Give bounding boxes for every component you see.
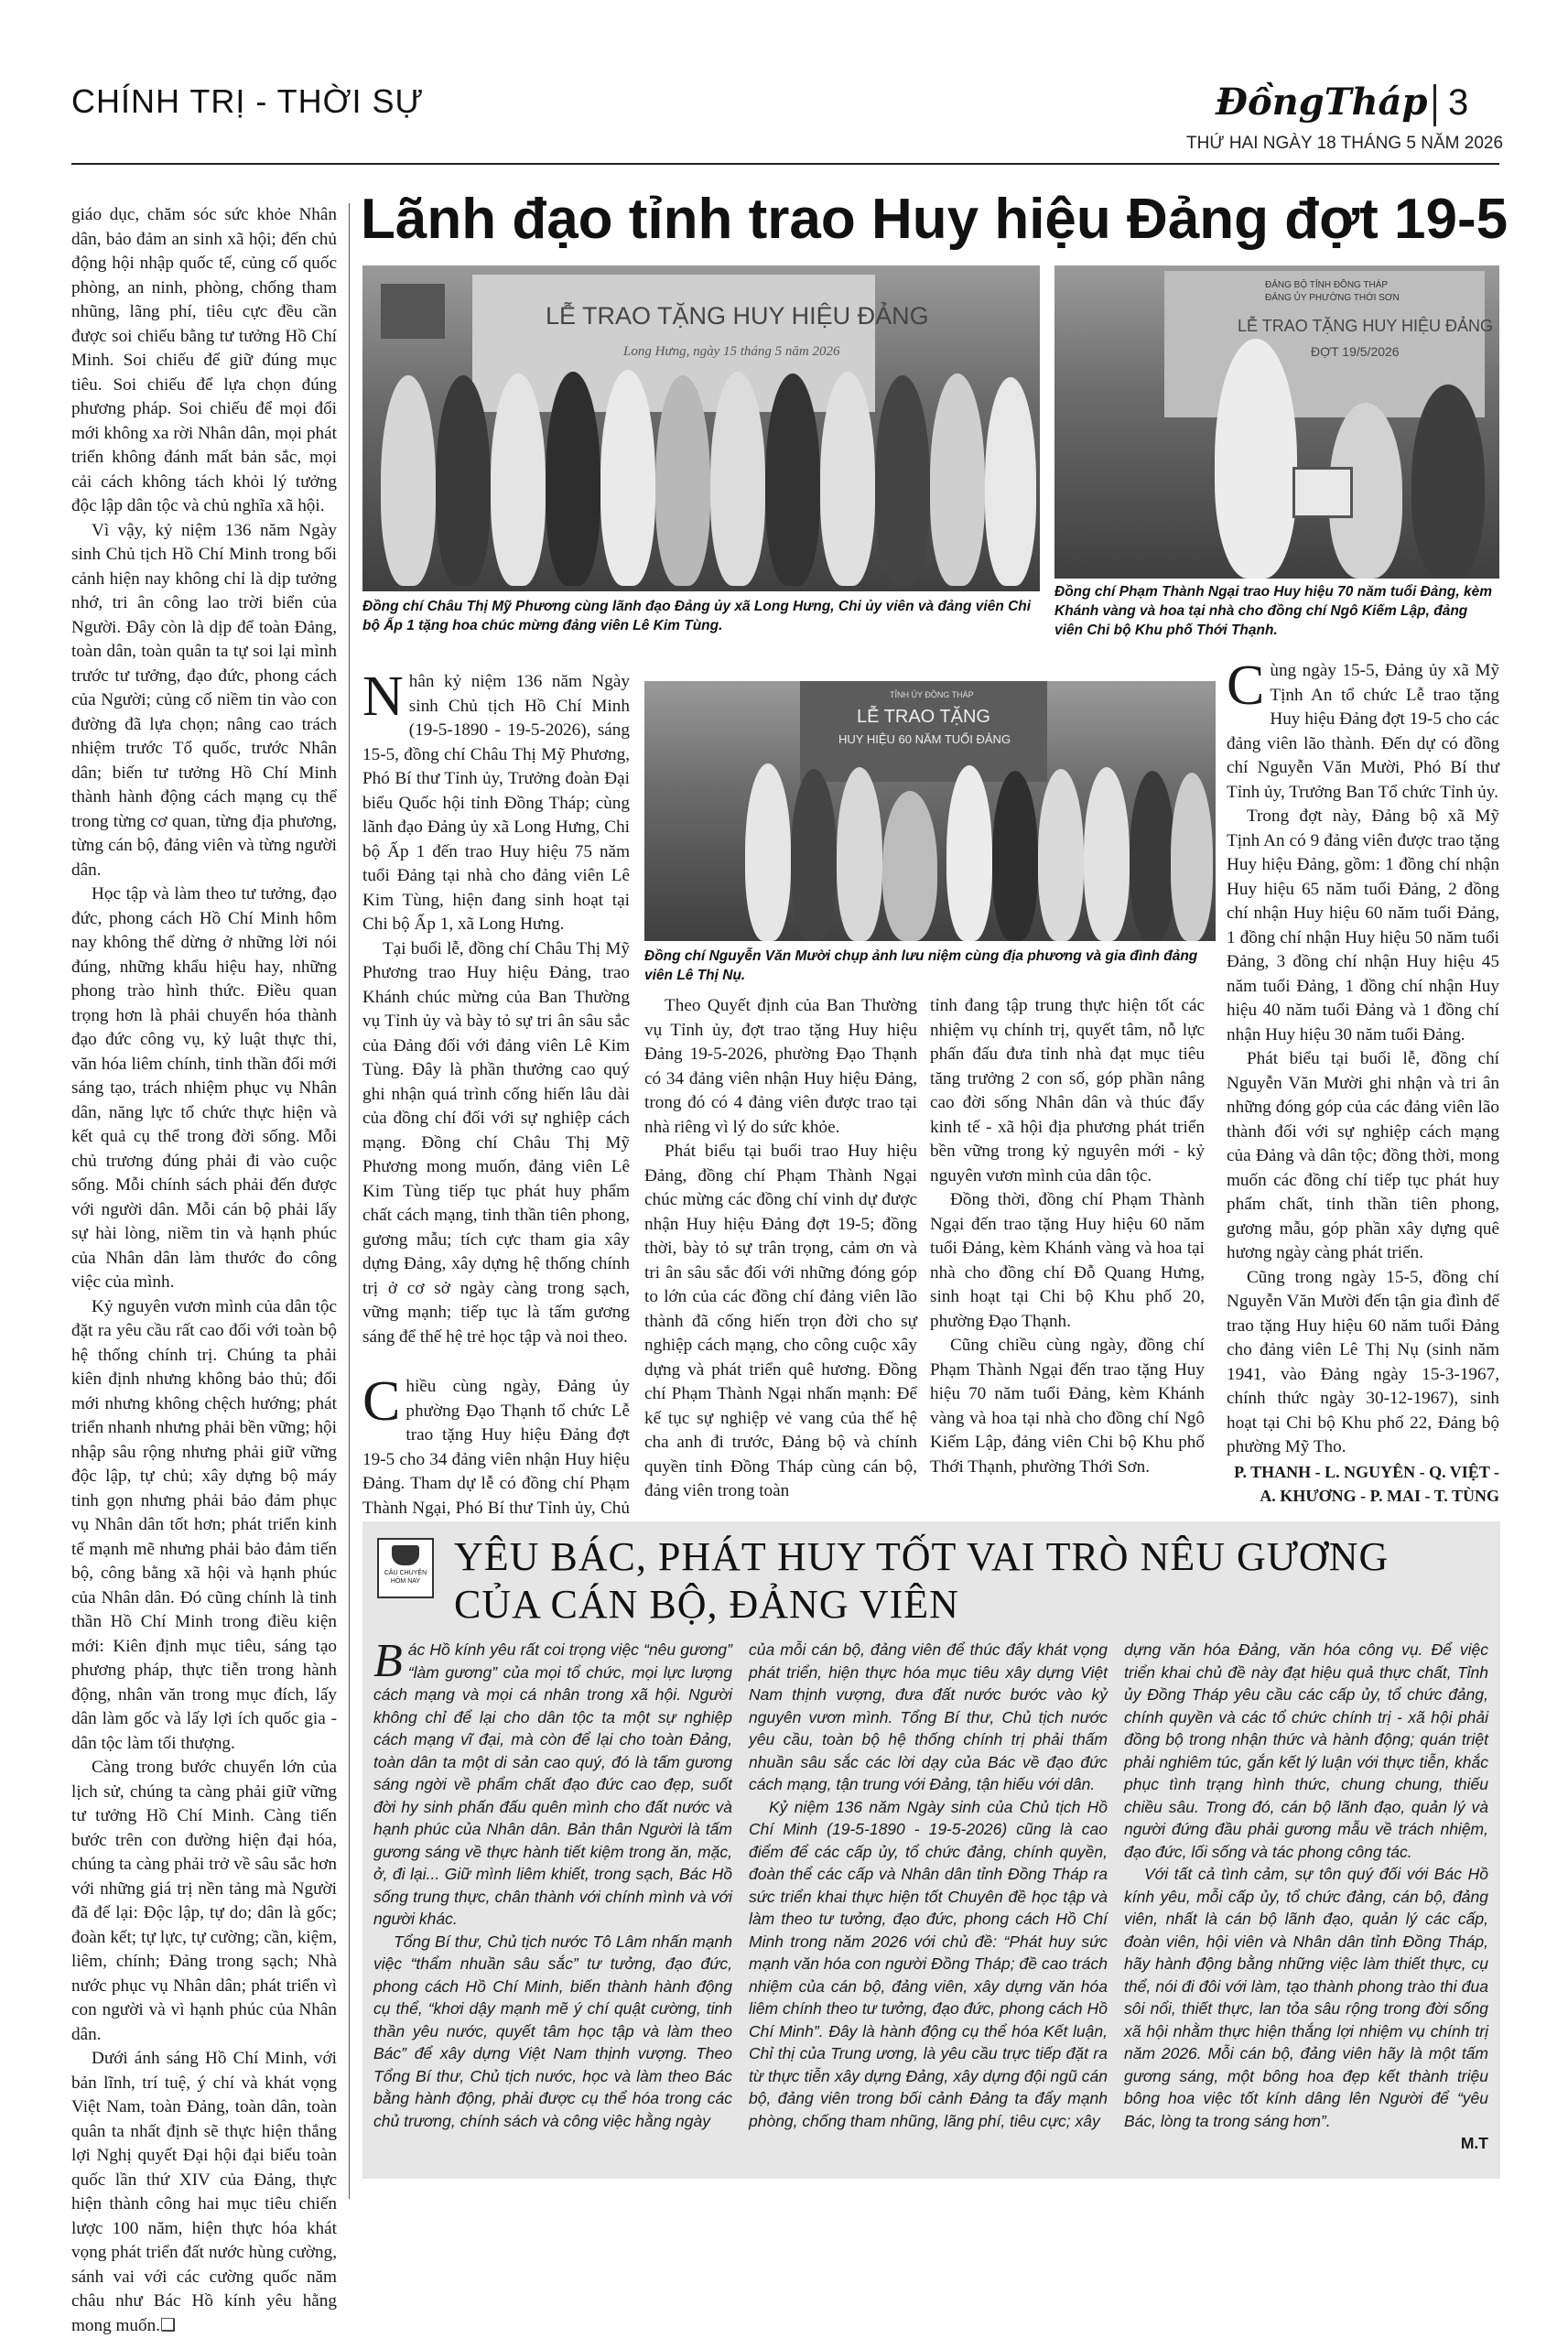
- photo2-caption: Đồng chí Phạm Thành Ngại trao Huy hiệu 70 năm tuổi Đảng, kèm Khánh vàng và hoa tại nhà cho đồng chí Ngô Kiếm Lập, đảng viên Chi bộ Khu phố Thới Thạnh.: [1054, 584, 1492, 638]
- story-paragraph: Trong đợt này, Đảng bộ xã Mỹ Tịnh An có 9 đảng viên được trao tặng Huy hiệu Đảng, gồm: 1 đồng chí nhận Huy hiệu 65 năm tuổi Đảng, 2 đồng chí nhận Huy hiệu 60 năm tuổi Đảng, 1 đồng chí nhận Huy hiệu 50 năm tuổi Đảng, 3 đồng chí nhận Huy hiệu 45 năm tuổi Đảng, 1 đồng chí nhận Huy hiệu 40 năm tuổi Đảng và 1 đồng chí nhận Huy hiệu 30 năm tuổi Đảng.: [1227, 806, 1499, 1045]
- newspaper-logo: ĐồngTháp: [1216, 81, 1428, 124]
- person-figure: [710, 372, 765, 586]
- box-title-line1: YÊU BÁC, PHÁT HUY TỐT VAI TRÒ NÊU GƯƠNG: [454, 1534, 1390, 1579]
- column-divider: [349, 203, 350, 2199]
- story-column-1: [362, 666, 630, 1518]
- person-figure: [381, 375, 436, 586]
- left-column: [71, 203, 337, 2335]
- badge: [377, 1538, 434, 1598]
- dropcap: C: [1227, 655, 1265, 717]
- photo-banner-top2: ĐẢNG ỦY PHƯỜNG THỚI SƠN: [1265, 293, 1400, 303]
- box-column-2: [749, 1639, 1108, 2175]
- left-paragraph: Dưới ánh sáng Hồ Chí Minh, với bản lĩnh, trí tuệ, ý chí và khát vọng Việt Nam, toàn Đảng, toàn dân, toàn quân ta nhất định sẽ thực hiện thắng lợi Nghị quyết Đại hội đại biểu toàn quốc lần thứ XIV của Đảng, thực hiện thành công hai mục tiêu chiến lược 100 năm, hiện thực hóa khát vọng phát triển đất nước hùng cường, sánh vai với các cường quốc năm châu như Bác Hồ kính yêu hằng mong muốn.❑: [71, 2049, 337, 2335]
- story-paragraph: Phát biểu tại buổi lễ, đồng chí Nguyễn Văn Mười ghi nhận và tri ân những đóng góp của các đảng viên lão thành đối với sự nghiệp cách mạng của Đảng và dân tộc; đồng thời, mong muốn các đồng chí tiếp tục phát huy phẩm chất, tinh thần tiên phong, gương mẫu, góp phần xây dựng quê hương ngày càng phát triển.: [1227, 1049, 1499, 1262]
- certificate-frame: [1292, 467, 1353, 518]
- photo1-caption: Đồng chí Châu Thị Mỹ Phương cùng lãnh đạo Đảng ủy xã Long Hưng, Chi ủy viên và đảng viên Chi bộ Ấp 1 tặng hoa chúc mừng đảng viên Lê Kim Tùng.: [362, 599, 1032, 633]
- photo-banner-subtext: HUY HIỆU 60 NĂM TUỔI ĐẢNG: [838, 732, 1011, 746]
- person-figure: [985, 377, 1036, 586]
- story-paragraph: hân kỷ niệm 136 năm Ngày sinh Chủ tịch Hồ Chí Minh (19-5-1890 - 19-5-2026), sáng 15-5, đồng chí Châu Thị Mỹ Phương, Phó Bí thư Tỉnh ủy, Trưởng đoàn Đại biểu Quốc hội tỉnh Đồng Tháp; cùng lãnh đạo Đảng ủy xã Long Hưng, Chi bộ Ấp 1 đến trao Huy hiệu 75 năm tuổi Đảng tại nhà cho đảng viên Lê Kim Tùng, hiện đang sinh hoạt tại Chi bộ Ấp 1, xã Long Hưng.: [362, 672, 630, 934]
- photo-thoi-son: [1054, 265, 1499, 579]
- photo-banner-text: LỄ TRAO TẶNG HUY HIỆU ĐẢNG: [1238, 317, 1494, 335]
- person-figure: [837, 767, 882, 941]
- person-figure: [992, 771, 1038, 941]
- photo-banner-top: ĐẢNG BỘ TỈNH ĐỒNG THÁP: [1265, 280, 1389, 290]
- dropcap: B: [373, 1635, 403, 1687]
- story-column-4: [1227, 655, 1499, 1520]
- box-paragraph: Với tất cả tình cảm, sự tôn quý đối với Bác Hồ kính yêu, mỗi cấp ủy, tổ chức đảng, cán bộ, đảng viên, nhất là cán bộ lãnh đạo, quản lý các cấp, đoàn viên, hội viên và Nhân dân tỉnh Đồng Tháp, hãy hành động bằng những việc làm thiết thực, cụ thể, nói đi đôi với làm, tạo thành phong trào thi đua sôi nổi, thiết thực, lan tỏa sâu rộng trong đời sống xã hội nhằm thực hiện thắng lợi nhiệm vụ chính trị năm 2026. Mỗi cán bộ, đảng viên hãy là một tấm gương sáng, một bông hoa đẹp kết thành triệu bông hoa việc tốt kính dâng lên Người để “yêu Bác, lòng ta trong sáng hơn”.: [1124, 1865, 1488, 2130]
- photo-long-hung: [362, 265, 1040, 591]
- photo3-caption: Đồng chí Nguyễn Văn Mười chụp ảnh lưu niệm cùng địa phương và gia đình đảng viên Lê Thị Nụ.: [644, 948, 1198, 983]
- byline: A. KHƯƠNG - P. MAI - T. TÙNG: [1260, 1486, 1499, 1505]
- story-column-2: [644, 994, 917, 1507]
- story-column-3: [930, 994, 1205, 1507]
- person-figure: [930, 373, 985, 586]
- byline: P. THANH - L. NGUYÊN - Q. VIỆT -: [1234, 1462, 1499, 1481]
- flag-graphic: [381, 284, 445, 339]
- person-figure: [745, 763, 791, 941]
- story-paragraph: hiều cùng ngày, Đảng ủy phường Đạo Thạnh tổ chức Lễ trao tặng Huy hiệu Đảng đợt 19-5 cho 34 đảng viên nhận Huy hiệu Đảng. Tham dự lễ có đồng chí Phạm Thành Ngại, Phó Bí thư Tỉnh ủy, Chủ: [362, 1377, 630, 1518]
- person-figure: [946, 765, 992, 941]
- left-paragraph: Vì vậy, kỷ niệm 136 năm Ngày sinh Chủ tịch Hồ Chí Minh trong bối cảnh hiện nay không chỉ là dịp tưởng nhớ, tri ân công lao trời biển của Người. Đây còn là dịp để toàn Đảng, toàn dân, toàn quân ta tự soi lại mình trước tư tưởng, đạo đức, phong cách của Người; củng cố niềm tin vào con đường đã lựa chọn; nâng cao trách nhiệm trước Tổ quốc, trước Nhân dân; biến tư tưởng Hồ Chí Minh thành hành động cách mạng cụ thể trong từng cơ quan, từng địa phương, từng cán bộ, đảng viên và từng người dân.: [71, 520, 337, 880]
- person-figure: [491, 373, 546, 586]
- person-figure: [1215, 339, 1297, 579]
- person-figure: [882, 791, 937, 941]
- box-paragraph: Tổng Bí thư, Chủ tịch nước Tô Lâm nhấn mạnh việc “thẩm nhuần sâu sắc” tư tưởng, đạo đức, phong cách Hồ Chí Minh, biến thành hành động cụ thể, “khơi dậy mạnh mẽ ý chí quật cường, tinh thần yêu nước, quyết tâm học tập và làm theo Bác” để xây dựng Việt Nam thịnh vượng. Theo Tổng Bí thư, Chủ tịch nước, học và làm theo Bác bằng hành động, phải được cụ thể hóa trong các chủ trương, chính sách và công việc hằng ngày: [373, 1932, 732, 2130]
- person-figure: [655, 375, 710, 586]
- box-column-1: [373, 1635, 732, 2175]
- person-figure: [1084, 767, 1130, 941]
- photo-banner-text: LỄ TRAO TẶNG HUY HIỆU ĐẢNG: [546, 302, 929, 330]
- feature-box: [362, 1521, 1500, 2179]
- box-signature: M.T: [1460, 2134, 1488, 2152]
- left-paragraph: giáo dục, chăm sóc sức khỏe Nhân dân, bảo đảm an sinh xã hội; đến chủ động hội nhập quốc tế, củng cố quốc phòng, an ninh, phòng, chống tham nhũng, lãng phí, tiêu cực đều cần được soi chiếu bằng tư tưởng Hồ Chí Minh. Soi chiếu để giữ đúng mục tiêu. Soi chiếu để lựa chọn đúng phương pháp. Soi chiếu để mọi đổi mới không xa rời Nhân dân, mọi phát triển không đánh mất bản sắc, mọi cải cách không tách khỏi lý tưởng độc lập dân tộc và chủ nghĩa xã hội.: [71, 205, 337, 515]
- photo-banner-subtext: Long Hưng, ngày 15 tháng 5 năm 2026: [623, 344, 840, 359]
- photo-my-tho: [644, 681, 1216, 941]
- badge-label: CÂU CHUYỆN HÔM NAY: [384, 1570, 427, 1585]
- left-paragraph: Kỷ nguyên vươn mình của dân tộc đặt ra yêu cầu rất cao đối với toàn bộ hệ thống chính trị. Chúng ta phải kiên định nhưng không bảo thủ; đổi mới nhưng không chệch hướng; phát triển nhanh nhưng phải bền vững; hội nhập sâu rộng nhưng phải giữ vững độc lập, tự chủ; xây dựng bộ máy tinh gọn nhưng phải bảo đảm phục vụ Nhân dân tốt hơn; phát triển kinh tế mạnh mẽ nhưng phải bảo đảm tiến bộ, công bằng xã hội và hạnh phúc của Nhân dân. Đó cũng chính là tinh thần Hồ Chí Minh trong điều kiện mới: Kiên định mục tiêu, sáng tạo phương pháp, thực tiễn trong hành động, nhân văn trong mục đích, lấy dân làm gốc và lấy lợi ích quốc gia - dân tộc làm tối thượng.: [71, 1296, 337, 1753]
- person-figure: [1130, 771, 1175, 941]
- dateline: THỨ HAI NGÀY 18 THÁNG 5 NĂM 2026: [1186, 134, 1504, 153]
- section-title: CHÍNH TRỊ - THỜI SỰ: [71, 82, 425, 120]
- person-figure: [820, 372, 875, 586]
- book-icon: [392, 1545, 419, 1565]
- header-divider: [1433, 84, 1436, 126]
- person-figure: [546, 372, 600, 586]
- box-column-3: [1124, 1639, 1488, 2175]
- story-paragraph: Đồng thời, đồng chí Phạm Thành Ngại đến trao tặng Huy hiệu 60 năm tuổi Đảng, kèm Khánh vàng và hoa tại nhà cho đồng chí Đỗ Quang Hưng, sinh hoạt tại Chi bộ Khu phố 20, phường Đạo Thạnh.: [930, 1190, 1205, 1331]
- story-paragraph: tỉnh đang tập trung thực hiện tốt các nhiệm vụ chính trị, quyết tâm, nỗ lực phấn đấu đưa tỉnh nhà đạt mục tiêu tăng trưởng 2 con số, góp phần nâng cao đời sống Nhân dân và thúc đẩy kinh tế - xã hội địa phương phát triển bền vững trong kỷ nguyên mới - kỷ nguyên vươn mình của dân tộc.: [930, 996, 1205, 1185]
- box-paragraph: Kỷ niệm 136 năm Ngày sinh của Chủ tịch Hồ Chí Minh (19-5-1890 - 19-5-2026) cũng là cao điểm để các cấp ủy, tổ chức đảng, chính quyền, đoàn thể các cấp và Nhân dân tỉnh Đồng Tháp ra sức triển khai thực hiện tốt Chuyên đề học tập và làm theo tư tưởng, đạo đức, phong cách Hồ Chí Minh trong năm 2026 với chủ đề: “Phát huy sức mạnh văn hóa con người Đồng Tháp; đề cao trách nhiệm của cán bộ, đảng viên, xây dựng văn hóa liêm chính theo tư tưởng, đạo đức, phong cách Hồ Chí Minh”. Đây là hành động cụ thể hóa Kết luận, Chỉ thị của Trung ương, là yêu cầu trực tiếp đặt ra từ thực tiễn xây dựng Đảng, xây dựng đội ngũ cán bộ, đảng viên trong bối cảnh Đảng ta đẩy mạnh phòng, chống tham nhũng, lãng phí, tiêu cực; xây: [749, 1797, 1108, 2130]
- photo-banner-top: TỈNH ỦY ĐỒNG THÁP: [890, 690, 974, 699]
- photo-banner-text: LỄ TRAO TẶNG: [857, 707, 990, 727]
- story-paragraph: Theo Quyết định của Ban Thường vụ Tỉnh ủy, đợt trao tặng Huy hiệu Đảng 19-5-2026, phường Đạo Thạnh có 34 đảng viên nhận Huy hiệu Đảng, trong đó có 4 đảng viên được trao tại nhà riêng vì lý do sức khỏe.: [644, 996, 917, 1137]
- dropcap: N: [362, 666, 404, 728]
- person-figure: [436, 375, 491, 586]
- person-figure: [1038, 769, 1084, 941]
- story-paragraph: Cũng trong ngày 15-5, đồng chí Nguyễn Văn Mười đến tận gia đình để trao tặng Huy hiệu 60 năm tuổi Đảng cho đảng viên Lê Thị Nụ (sinh năm 1941, vào Đảng ngày 15-3-1967, chính thức ngày 30-12-1967), sinh hoạt tại Chi bộ Khu phố 22, Đảng bộ phường Mỹ Tho.: [1227, 1267, 1499, 1456]
- box-title-line2: CỦA CÁN BỘ, ĐẢNG VIÊN: [454, 1582, 959, 1627]
- story-paragraph: Cũng chiều cùng ngày, đồng chí Phạm Thành Ngại đến trao tặng Huy hiệu 70 năm tuổi Đảng, kèm Khánh vàng và hoa tại nhà cho đồng chí Ngô Kiếm Lập, đảng viên Chi bộ Khu phố Thới Thạnh, phường Thới Sơn.: [930, 1336, 1205, 1477]
- page-number: 3: [1448, 82, 1469, 123]
- story-paragraph: Phát biểu tại buổi trao Huy hiệu Đảng, đồng chí Phạm Thành Ngại chúc mừng các đồng chí vinh dự được nhận Huy hiệu Đảng đợt 19-5; đồng thời, bày tỏ sự trân trọng, cảm ơn và tri ân sâu sắc đối với những đóng góp to lớn của các đồng chí đảng viên lão thành đã cống hiến trọn đời cho sự nghiệp cách mạng, cho công cuộc xây dựng và phát triển quê hương. Đồng chí Phạm Thành Ngại nhấn mạnh: Để kế tục sự nghiệp vẻ vang của thế hệ cha anh đi trước, Đảng bộ và chính quyền tỉnh Đồng Tháp cùng cán bộ, đảng viên trong toàn: [644, 1142, 917, 1500]
- person-figure: [1411, 384, 1485, 579]
- story-paragraph: ùng ngày 15-5, Đảng ủy xã Mỹ Tịnh An tổ chức Lễ trao tặng Huy hiệu Đảng đợt 19-5 cho các đảng viên lão thành. Đến dự có đồng chí Nguyễn Văn Mười, Phó Bí thư Tỉnh ủy, Trưởng Ban Tổ chức Tỉnh ủy.: [1227, 661, 1499, 802]
- dropcap: C: [362, 1370, 401, 1433]
- left-paragraph: Học tập và làm theo tư tưởng, đạo đức, phong cách Hồ Chí Minh hôm nay không thể dừng ở những lời nói đúng, những khẩu hiệu hay, những phong trào hình thức. Điều quan trọng hơn là phải chuyển hóa thành đạo đức công vụ, kỷ luật thực thi, văn hóa liêm chính, tinh thần đổi mới sáng tạo, trách nhiệm phục vụ Nhân dân, năng lực tổ chức thực hiện và kết quả cụ thể trong đời sống. Mỗi chủ trương đúng phải đi vào cuộc sống. Mỗi chính sách phải đến được với người dân. Mỗi cán bộ phải lấy sự hài lòng, niềm tin và hạnh phúc của Nhân dân làm thước đo công việc của mình.: [71, 884, 337, 1292]
- box-paragraph: của mỗi cán bộ, đảng viên để thúc đẩy khát vọng phát triển, hiện thực hóa mục tiêu xây dựng Việt Nam thịnh vượng, đưa đất nước bước vào kỷ nguyên vươn mình. Tổng Bí thư, Chủ tịch nước yêu cầu, toàn bộ hệ thống chính trị phải thấm nhuần sâu sắc các lời dạy của Bác về đạo đức cách mạng, tận trung với Đảng, tận hiếu với dân.: [749, 1640, 1108, 1793]
- box-paragraph: dựng văn hóa Đảng, văn hóa công vụ. Để việc triển khai chủ đề này đạt hiệu quả thực chất, Tỉnh ủy Đồng Tháp yêu cầu các cấp ủy, tổ chức đảng, chính quyền và các tổ chức chính trị - xã hội phải đồng bộ trong nhận thức và hành động; quán triệt phải nghiêm túc, gắn kết lý luận với thực tiễn, khắc phục tình trạng hình thức, chung chung, thiếu chiều sâu. Trong đó, cán bộ lãnh đạo, quản lý và người đứng đầu phải gương mẫu về trách nhiệm, đạo đức, lối sống và tác phong công tác.: [1124, 1640, 1488, 1861]
- left-paragraph: Càng trong bước chuyển lớn của lịch sử, chúng ta càng phải giữ vững tư tưởng Hồ Chí Minh. Càng tiến bước trên con đường hiện đại hóa, chúng ta càng phải trở về sâu sắc hơn với những giá trị nền tảng mà Người đã để lại: Độc lập, tự do; dân là gốc; đoàn kết; tự lực, tự cường; cần, kiệm, liêm, chính; Đảng trong sạch; Nhà nước phục vụ Nhân dân; phát triển vì con người và vì hạnh phúc của Nhân dân.: [71, 1758, 337, 2044]
- box-paragraph: ác Hồ kính yêu rất coi trọng việc “nêu gương” “làm gương” của mọi tổ chức, mọi lực lượng cách mạng và mọi cá nhân trong xã hội. Người không chỉ để lại cho dân tộc ta một sự nghiệp cách mạng vĩ đại, mà còn để lại cho toàn Đảng, toàn dân ta một di sản cao quý, đó là tấm gương sáng ngời về phẩm chất đạo đức cao đẹp, suốt đời hy sinh phấn đấu quên mình cho đất nước và hạnh phúc của Nhân dân. Bản thân Người là tấm gương sáng về thực hành tiết kiệm trong ăn, mặc, ở, đi lại... Giữ mình liêm khiết, trong sạch, Bác Hồ sống trung thực, chân thành với chính mình và với người khác.: [373, 1640, 732, 1928]
- headline: Lãnh đạo tỉnh trao Huy hiệu Đảng đợt 19-5: [361, 188, 1509, 251]
- person-figure: [765, 373, 820, 586]
- person-figure: [791, 769, 837, 941]
- photo-banner-subtext: ĐỢT 19/5/2026: [1311, 344, 1400, 359]
- person-figure: [600, 370, 655, 586]
- header-rule: [71, 163, 1499, 165]
- person-figure: [1171, 773, 1213, 941]
- story-paragraph: Tại buổi lễ, đồng chí Châu Thị Mỹ Phương trao Huy hiệu Đảng, trao Khánh chúc mừng của Ban Thường vụ Tỉnh ủy và bày tỏ sự tri ân sâu sắc của Đảng đối với đảng viên Lê Kim Tùng. Đây là phần thưởng cao quý ghi nhận quá trình cống hiến lâu dài của đồng chí đối với sự nghiệp cách mạng. Đồng chí Châu Thị Mỹ Phương mong muốn, đảng viên Lê Kim Tùng tiếp tục phát huy phẩm chất cách mạng, tinh thần tiên phong, gương mẫu; tích cực tham gia xây dựng Đảng, xây dựng hệ thống chính trị ở cơ sở ngày càng trong sạch, vững mạnh; tiếp tục là tấm gương sáng để thế hệ trẻ học tập và noi theo.: [362, 938, 630, 1347]
- spacer: [362, 1349, 630, 1375]
- person-figure: [875, 375, 930, 586]
